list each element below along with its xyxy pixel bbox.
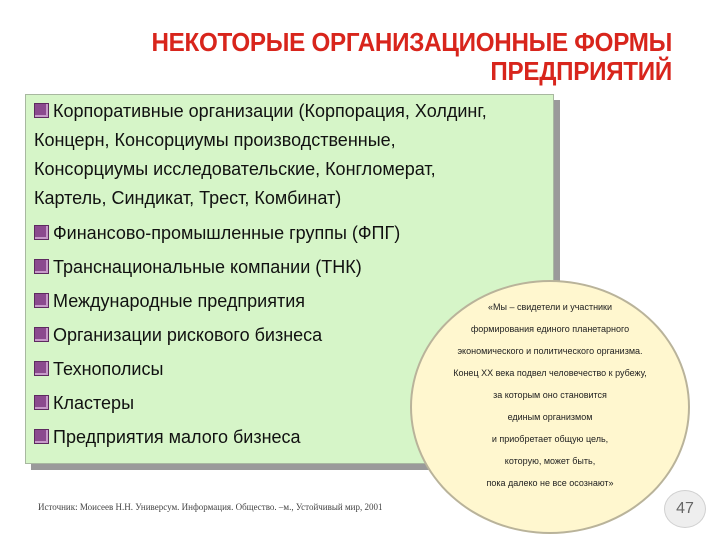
source-citation: Источник: Моисеев Н.Н. Универсум. Информация. Общество. –м., Устойчивый мир, 2001: [38, 502, 383, 512]
square-bullet-icon: [34, 225, 49, 240]
quote-line: экономического и политического организма.: [457, 346, 643, 356]
square-bullet-icon: [34, 259, 49, 274]
quote-line: и приобретает общую цель,: [491, 434, 609, 444]
quote-text: [412, 296, 688, 494]
quote-line: «Мы – свидетели и участники: [487, 302, 613, 312]
square-bullet-icon: [34, 103, 49, 118]
square-bullet-icon: [34, 395, 49, 410]
title-line-2: ПРЕДПРИЯТИЙ: [490, 56, 672, 86]
quote-line: формирования единого планетарного: [470, 324, 630, 334]
list-item-text: Предприятия малого бизнеса: [53, 427, 301, 447]
square-bullet-icon: [34, 293, 49, 308]
quote-circle: [410, 280, 690, 534]
list-item-text: Кластеры: [53, 393, 134, 413]
list-item-text: Транснациональные компании (ТНК): [53, 257, 362, 277]
list-item-text: Международные предприятия: [53, 291, 305, 311]
quote-line: пока далеко не все осознают»: [486, 478, 614, 488]
list-item-text: Организации рискового бизнеса: [53, 325, 323, 345]
page-number: 47: [664, 490, 706, 528]
list-item: [34, 219, 549, 248]
square-bullet-icon: [34, 361, 49, 376]
list-item-text: Корпоративные организации (Корпорация, Холдинг, Концерн, Консорциумы производственные, Консорциумы исследовательские, Конгломерат, Картель, Синдикат, Трест, Комбинат): [34, 101, 487, 208]
quote-line: за которым оно становится: [493, 390, 607, 400]
square-bullet-icon: [34, 327, 49, 342]
list-item: [34, 253, 549, 282]
list-item-text: Финансово-промышленные группы (ФПГ): [53, 223, 401, 243]
title-line-1: НЕКОТОРЫЕ ОРГАНИЗАЦИОННЫЕ ФОРМЫ: [151, 27, 672, 57]
list-item: [34, 97, 549, 213]
quote-line: Конец XX века подвел человечество к рубежу,: [453, 368, 647, 378]
quote-line: которую, может быть,: [504, 456, 596, 466]
slide-title: [77, 28, 672, 86]
square-bullet-icon: [34, 429, 49, 444]
quote-line: единым организмом: [507, 412, 593, 422]
list-item-text: Технополисы: [53, 359, 164, 379]
